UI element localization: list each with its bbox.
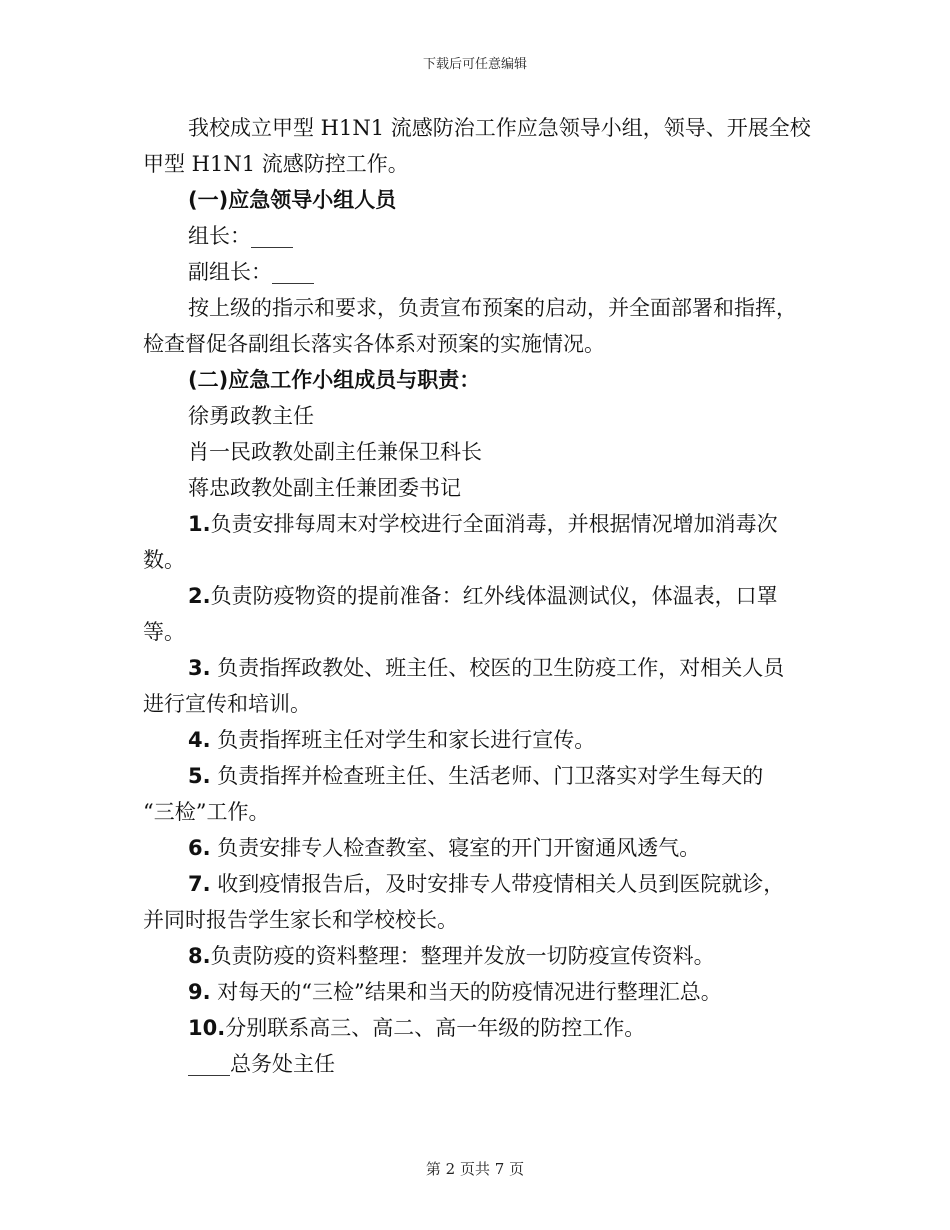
list-item-number: 4. <box>188 728 211 752</box>
list-item-number: 7. <box>188 872 211 896</box>
list-item <box>143 866 813 902</box>
list-item-number: 2. <box>188 584 211 608</box>
list-item-text: 负责防疫物资的提前准备：红外线体温测试仪，体温表，口罩 <box>210 584 778 608</box>
list-item <box>143 506 813 542</box>
last-line: ____总务处主任 <box>188 1052 335 1076</box>
list-item-text: 负责防疫的资料整理：整理并发放一切防疫宣传资料。 <box>210 944 715 968</box>
section-heading-1: (一)应急领导小组人员 <box>188 188 397 212</box>
section-heading-2: (二)应急工作小组成员与职责： <box>188 368 481 392</box>
paragraph-duty-line-1: 按上级的指示和要求，负责宣布预案的启动，并全面部署和指挥， <box>188 296 797 320</box>
list-item-number: 6. <box>188 836 211 860</box>
list-item-text: 负责安排专人检查教室、寝室的开门开窗通风透气。 <box>217 836 701 860</box>
list-item-number: 8. <box>188 944 211 968</box>
list-item-text: 收到疫情报告后，及时安排专人带疫情相关人员到医院就诊， <box>217 872 785 896</box>
list-item-text: 负责指挥班主任对学生和家长进行宣传。 <box>217 728 596 752</box>
list-item <box>143 650 813 686</box>
list-item-text: 分别联系高三、高二、高一年级的防控工作。 <box>225 1016 646 1040</box>
paragraph-intro-line-1: 我校成立甲型 H1N1 流感防治工作应急领导小组，领导、开展全校 <box>188 116 811 140</box>
page-header: 下载后可任意编辑 <box>422 57 527 72</box>
leader-line: 组长：____ <box>188 224 293 248</box>
paragraph-duty-line-2: 检查督促各副组长落实各体系对预案的实施情况。 <box>143 332 605 356</box>
list-item <box>143 938 813 974</box>
deputy-leader-line: 副组长：____ <box>188 260 314 284</box>
list-item-continuation: 进行宣传和培训。 <box>143 692 311 716</box>
list-item-text: 负责指挥政教处、班主任、校医的卫生防疫工作，对相关人员 <box>217 656 785 680</box>
paragraph-intro-line-2: 甲型 H1N1 流感防控工作。 <box>143 152 409 176</box>
list-item <box>143 974 813 1010</box>
list-item-continuation: 等。 <box>143 620 185 644</box>
list-item-text: 负责指挥并检查班主任、生活老师、门卫落实对学生每天的 <box>217 764 764 788</box>
list-item-number: 9. <box>188 980 211 1004</box>
member-line-3: 蒋忠政教处副主任兼团委书记 <box>188 476 461 500</box>
list-item-text: 负责安排每周末对学校进行全面消毒，并根据情况增加消毒次 <box>210 512 778 536</box>
list-item-text: 对每天的“三检”结果和当天的防疫情况进行整理汇总。 <box>217 980 722 1004</box>
list-item-continuation: “三检”工作。 <box>143 800 270 824</box>
list-item-number: 3. <box>188 656 211 680</box>
list-item <box>143 722 813 758</box>
list-item <box>143 830 813 866</box>
member-line-1: 徐勇政教主任 <box>188 404 314 428</box>
member-line-2: 肖一民政教处副主任兼保卫科长 <box>188 440 482 464</box>
page-footer: 第 2 页共 7 页 <box>425 1160 525 1178</box>
list-item-number: 5. <box>188 764 211 788</box>
list-item <box>143 758 813 794</box>
document-body <box>143 110 813 1082</box>
list-item <box>143 578 813 614</box>
list-item-continuation: 数。 <box>143 548 185 572</box>
list-item-number: 10. <box>188 1016 226 1040</box>
list-item <box>143 1010 813 1046</box>
list-item-number: 1. <box>188 512 211 536</box>
list-item-continuation: 并同时报告学生家长和学校校长。 <box>143 908 458 932</box>
